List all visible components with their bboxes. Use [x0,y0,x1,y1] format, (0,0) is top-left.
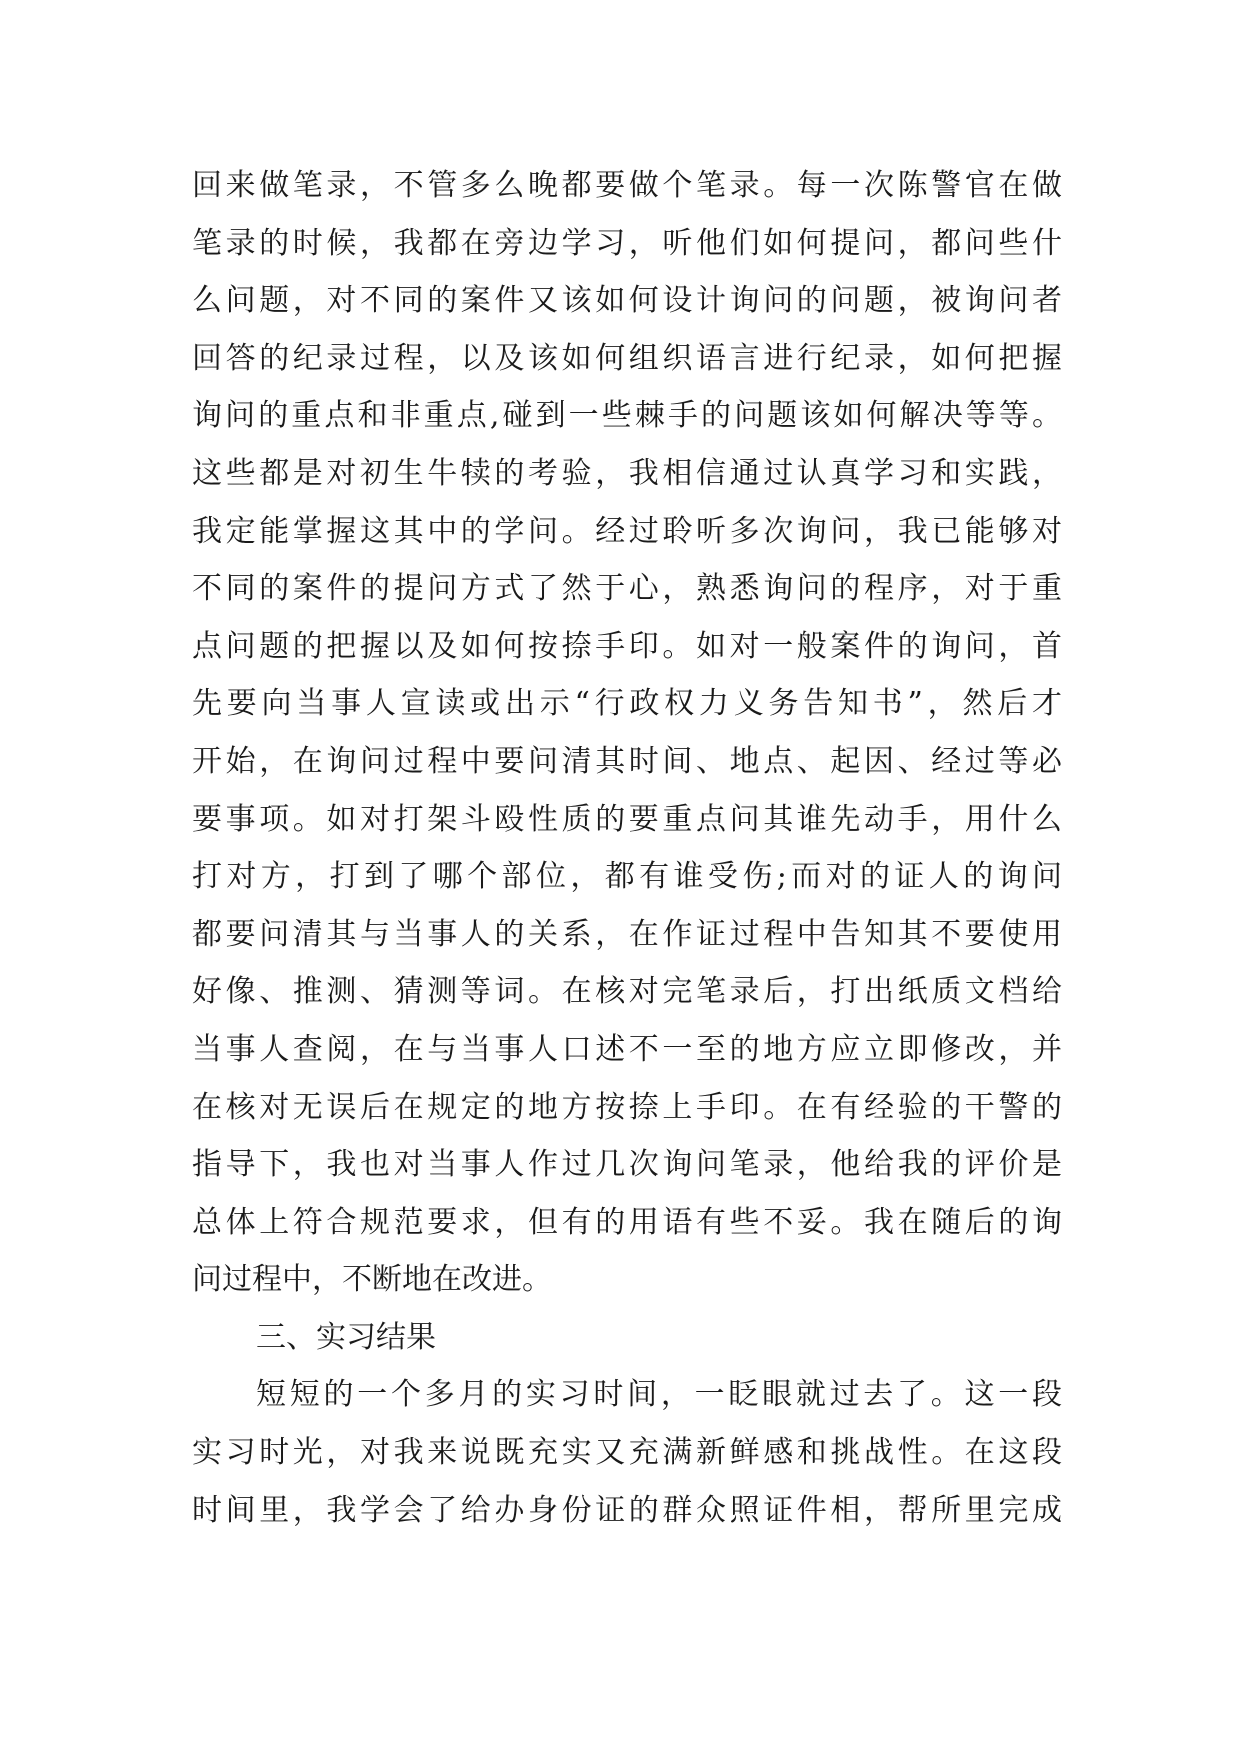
text-line: 当事人查阅，在与当事人口述不一至的地方应立即修改，并 [192,1031,1062,1067]
text-line: 实习时光，对我来说既充实又充满新鲜感和挑战性。在这段 [192,1435,1062,1471]
text-line: 不同的案件的提问方式了然于心，熟悉询问的程序，对于重 [192,571,1062,607]
text-line: 在核对无误后在规定的地方按捺上手印。在有经验的干警的 [192,1089,1062,1125]
document-body [192,157,1062,1539]
text-line: 么问题，对不同的案件又该如何设计询问的问题，被询问者 [192,283,1062,319]
text-line: 我定能掌握这其中的学问。经过聆听多次询问，我已能够对 [192,513,1062,549]
text-line: 开始，在询问过程中要问清其时间、地点、起因、经过等必 [192,743,1062,779]
text-line: 要事项。如对打架斗殴性质的要重点问其谁先动手，用什么 [192,801,1062,837]
text-line: 笔录的时候，我都在旁边学习，听他们如何提问，都问些什 [192,225,1062,261]
text-line: 短短的一个多月的实习时间，一眨眼就过去了。这一段 [256,1377,1062,1413]
text-line: 回来做笔录，不管多么晚都要做个笔录。每一次陈警官在做 [192,168,1062,203]
text-line: 时间里，我学会了给办身份证的群众照证件相，帮所里完成 [192,1492,1062,1528]
text-line: 好像、推测、猜测等词。在核对完笔录后，打出纸质文档给 [192,974,1062,1010]
text-line: 回答的纪录过程，以及该如何组织语言进行纪录，如何把握 [192,340,1062,376]
section-heading: 三、实习结果 [256,1319,436,1355]
text-line: 询问的重点和非重点,碰到一些棘手的问题该如何解决等等。 [192,398,1062,434]
text-line: 打对方，打到了哪个部位，都有谁受伤;而对的证人的询问 [192,859,1062,895]
text-line: 总体上符合规范要求，但有的用语有些不妥。我在随后的询 [192,1204,1062,1240]
text-line: 指导下，我也对当事人作过几次询问笔录，他给我的评价是 [192,1147,1062,1183]
text-line: 问过程中，不断地在改进。 [192,1262,552,1298]
text-line: 点问题的把握以及如何按捺手印。如对一般案件的询问，首 [192,628,1062,664]
text-line: 先要向当事人宣读或出示“行政权力义务告知书”，然后才 [192,686,1062,722]
text-line: 这些都是对初生牛犊的考验，我相信通过认真学习和实践， [192,455,1062,491]
text-line: 都要问清其与当事人的关系，在作证过程中告知其不要使用 [192,916,1062,952]
